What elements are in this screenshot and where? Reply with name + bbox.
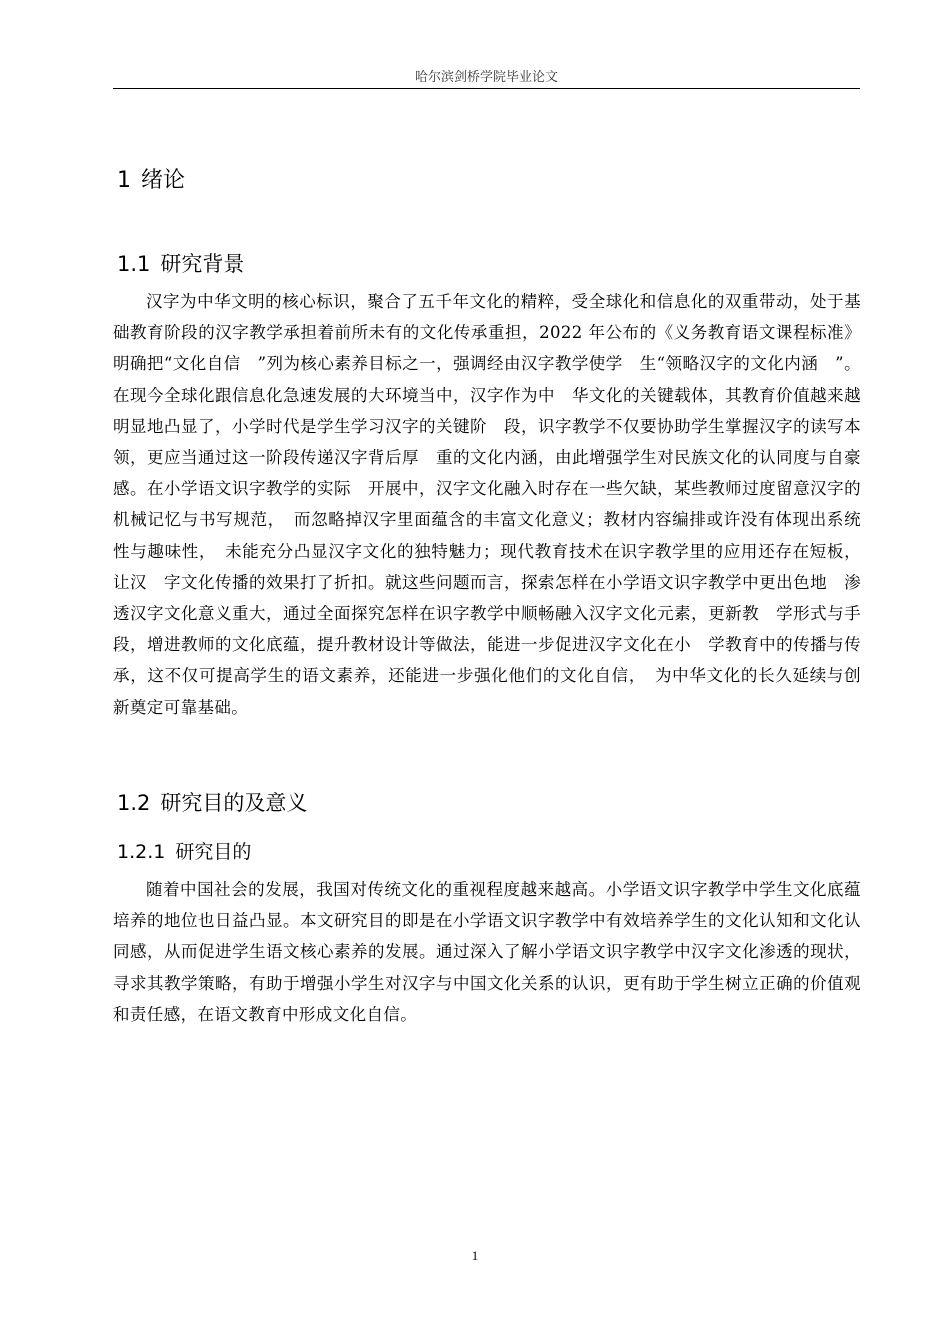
- section-heading-1-2: [117, 787, 307, 817]
- subsection-number-1-2-1: 1.2.1: [117, 841, 166, 863]
- page-number: 1: [471, 1248, 479, 1263]
- purpose-paragraph: 随着中国社会的发展，我国对传统文化的重视程度越来越高。小学语文识字教学中学生文化底蕴培养的地位也日益凸显。本文研究目的即是在小学语文识字教学中有效培养学生的文化认知和文化认同感，从而促进学生语文核心素养的发展。通过深入了解小学语文识字教学中汉字文化渗透的现状，寻求其教学策略，有助于增强小学生对汉字与中国文化关系的认识，更有助于学生树立正确的价值观和责任感，在语文教育中形成文化自信。: [113, 880, 861, 1024]
- section-heading-1-1: [117, 248, 244, 278]
- subsection-heading-1-2-1: [117, 837, 251, 864]
- chapter-title: 绪论: [141, 168, 186, 193]
- chapter-number: 1: [117, 168, 131, 193]
- page-header: 哈尔滨剑桥学院毕业论文: [414, 70, 558, 85]
- section-title-1-2: 研究目的及意义: [160, 791, 308, 815]
- chapter-heading: [117, 163, 185, 194]
- subsection-title-1-2-1: 研究目的: [175, 841, 252, 863]
- section-number-1-1: 1.1: [117, 252, 151, 276]
- header-rule: [113, 88, 860, 89]
- background-paragraph: 汉字为中华文明的核心标识，聚合了五千年文化的精粹，受全球化和信息化的双重带动，处于基础教育阶段的汉字教学承担着前所未有的文化传承重担，2022 年公布的《义务教育语文课程标准》明确把“文化自信 ”列为核心素养目标之一，强调经由汉字教学使学 生“领略汉字的文化内涵 ”。在现今全球化跟信息化急速发展的大环境当中，汉字作为中 华文化的关键载体，其教育价值越来越明显地凸显了，小学时代是学生学习汉字的关键阶 段，识字教学不仅要协助学生掌握汉字的读写本领，更应当通过这一阶段传递汉字背后厚 重的文化内涵，由此增强学生对民族文化的认同度与自豪感。在小学语文识字教学的实际 开展中，汉字文化融入时存在一些欠缺，某些教师过度留意汉字的机械记忆与书写规范， 而忽略掉汉字里面蕴含的丰富文化意义；教材内容编排或许没有体现出系统性与趣味性， 未能充分凸显汉字文化的独特魅力；现代教育技术在识字教学里的应用还存在短板，让汉 字文化传播的效果打了折扣。就这些问题而言，探索怎样在小学语文识字教学中更出色地 渗透汉字文化意义重大，通过全面探究怎样在识字教学中顺畅融入汉字文化元素，更新教 学形式与手段，增进教师的文化底蕴，提升教材设计等做法，能进一步促进汉字文化在小 学教育中的传播与传承，这不仅可提高学生的语文素养，还能进一步强化他们的文化自信， 为中华文化的长久延续与创新奠定可靠基础。: [113, 292, 861, 717]
- section-title-1-1: 研究背景: [160, 252, 245, 276]
- section-number-1-2: 1.2: [117, 791, 151, 815]
